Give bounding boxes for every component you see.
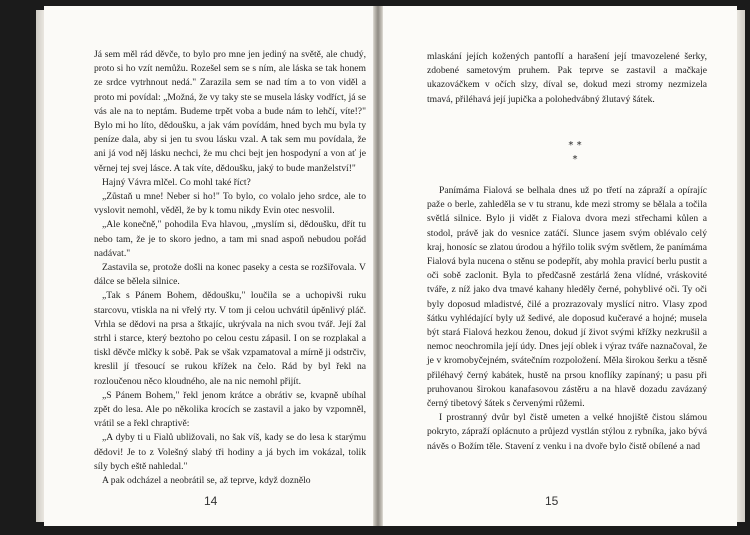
- left-paragraph: Já sem měl rád děvče, to bylo pro mne jen jediný na světě, ale chudý, proto si ho vzít nemůžu. Rozešel sem se s ním, ale láska se tak honem ze srdce vytrhnout nedá." Zarazila sem se nad tím a to von viděl a proto mi povídal: „Možná, že vy taky ste se musela lásky vodříct, já se vás ale na to neptám. Budeme trpět voba a bude nám to lehčí, víte!?" Bylo mi ho líto, dědoušku, a jak vám povídám, hned bych mu byla ty peníze dala, aby si jen tu svou lásku vzal. A tak sem mu povídala, že ani já vod něj lásku nechci, že mu chci bejt jen hospodyní a von ať je věrnej tej svej lásce. A tak víte, dědoušku, jaký to bude manželství!": [94, 49, 366, 174]
- left-page-text: [94, 48, 366, 488]
- left-page: [44, 6, 374, 526]
- left-paragraph: Hajný Vávra mlčel. Co mohl také říct?: [102, 176, 251, 188]
- right-page-top-text: [427, 50, 707, 107]
- book-gutter: [374, 6, 382, 526]
- left-paragraph: „Zůstaň u mne! Neber si ho!" To bylo, co volalo jeho srdce, ale to vyslovit nemohl, věděl, že by k tomu nikdy Evin otec nesvolil.: [94, 191, 366, 217]
- left-page-edge: [36, 10, 44, 522]
- left-paragraph: „S Pánem Bohem," řekl jenom krátce a obrátiv se, kvapně ubíhal zpět do lesa. Ale po několika krocích se zastavil a jako by vzpomněl, vrátil se a řekl chraptivě:: [94, 389, 366, 430]
- page-number-right: 15: [545, 494, 559, 508]
- right-page: [382, 6, 737, 526]
- right-paragraph: I prostranný dvůr byl čistě umeten a velké hnojiště čistou slámou pokryto, zápraží oplácnuto a průjezd vystlán stýlou z rybníka, jako bývá návěs o Božím těle. Stavení z venku i na dvoře bylo čistě obílené a nad: [427, 412, 707, 452]
- left-paragraph: „Ale konečně," pohodila Eva hlavou, „myslím si, dědoušku, dřít tu nebo tam, že je to skoro jedno, a tam mi snad aspoň nebudou pořád nadávat.": [94, 219, 366, 259]
- section-separator: * * *: [568, 140, 582, 165]
- left-paragraph: „Tak s Pánem Bohem, dědoušku," loučila se a uchopivši ruku starcovu, vtiskla na ni vřelý rty. V tom ji celou uchvátil úpěnlivý pláč. Vrhla se dědovi na prsa a štkajíc, ukrývala na nich svou tvář. Její žal strhl i starce, který beztoho po celou cestu zápasil. I on se rozplakal a tiskl děvče mlčky k sobě. Pak se však vzpamatoval a mírně ji odstrčiv, kreslil jí třesoucí se rukou křížek na čelo. Rád by byl řekl na rozloučenou něco kloudného, ale na nic nemohl přijít.: [94, 290, 366, 387]
- left-paragraph: Zastavila se, protože došli na konec paseky a cesta se rozšiřovala. V dálce se bělela silnice.: [94, 262, 366, 288]
- page-number-left: 14: [204, 494, 218, 508]
- left-paragraph: „A dyby ti u Fialů ubližovali, no šak víš, kady se do lesa k starýmu dědovi! Je to z Volešný slabý tři hodiny a já bych im vokázal, tolik síly bych eště nahledal.": [94, 432, 366, 472]
- right-page-body-text: [427, 184, 707, 454]
- right-page-edge: [737, 10, 745, 522]
- left-paragraph: A pak odcházel a neobrátil se, až teprve, když doznělo: [102, 475, 311, 487]
- right-paragraph: mlaskání jejích kožených pantoflí a harašení její tmavozelené šerky, zdobené sametovým pruhem. Pak teprve se zastavil a mačkaje ukazováčkem v očích slzy, díval se, dokud mezi stromy nezmizela tmavá, přiléhavá její jupička a polohedvábný žlutavý šátek.: [427, 51, 707, 105]
- right-paragraph: Panímáma Fialová se belhala dnes už po třetí na zápraží a opírajíc paže o berle, zahleděla se v tu stranu, kde mezi stromy se bělala a točila světlá silnice. Bylo ji vidět z Fialova dvora mezi střechami kůlen a stodol, právě jak do vesnice zatáčí. Slunce jasem svým oblévalo celý kraj, honosíc se zlatou úrodou a hýřilo tolik svým světlem, že panímáma Fialová byla nucena o stěnu se podepřít, aby mohla pravicí berlu pustit a oči sobě zaclonit. Byla to předčasně zestárlá žena vlídné, vráskovité tváře, z níž jako dva tmavé kahany hleděly černé, pohyblivé oči. Ty oči byly doposud mladistvé, čilé a prozrazovaly myslící nitro. Vlasy zpod šátku vyhlédající byly už šedivé, ale doposud kučeravé a hojné; musela být stará Fialová hezkou ženou, dokud jí život svými křížky nezkrušil a nemoc neochromila její údy. Dnes její oblek i výraz tváře naznačoval, že je v kromobyčejném, svátečním rozpoložení. Měla širokou šerku a těsně přiléhavý černý kabátek, hustě na prsou knoflíky zapínaný; u pasu při pruhovanou širokou kanafasovou zástěru a na hlavě dozadu zavázaný černý tibetový šátek s červenými růžemi.: [427, 185, 707, 410]
